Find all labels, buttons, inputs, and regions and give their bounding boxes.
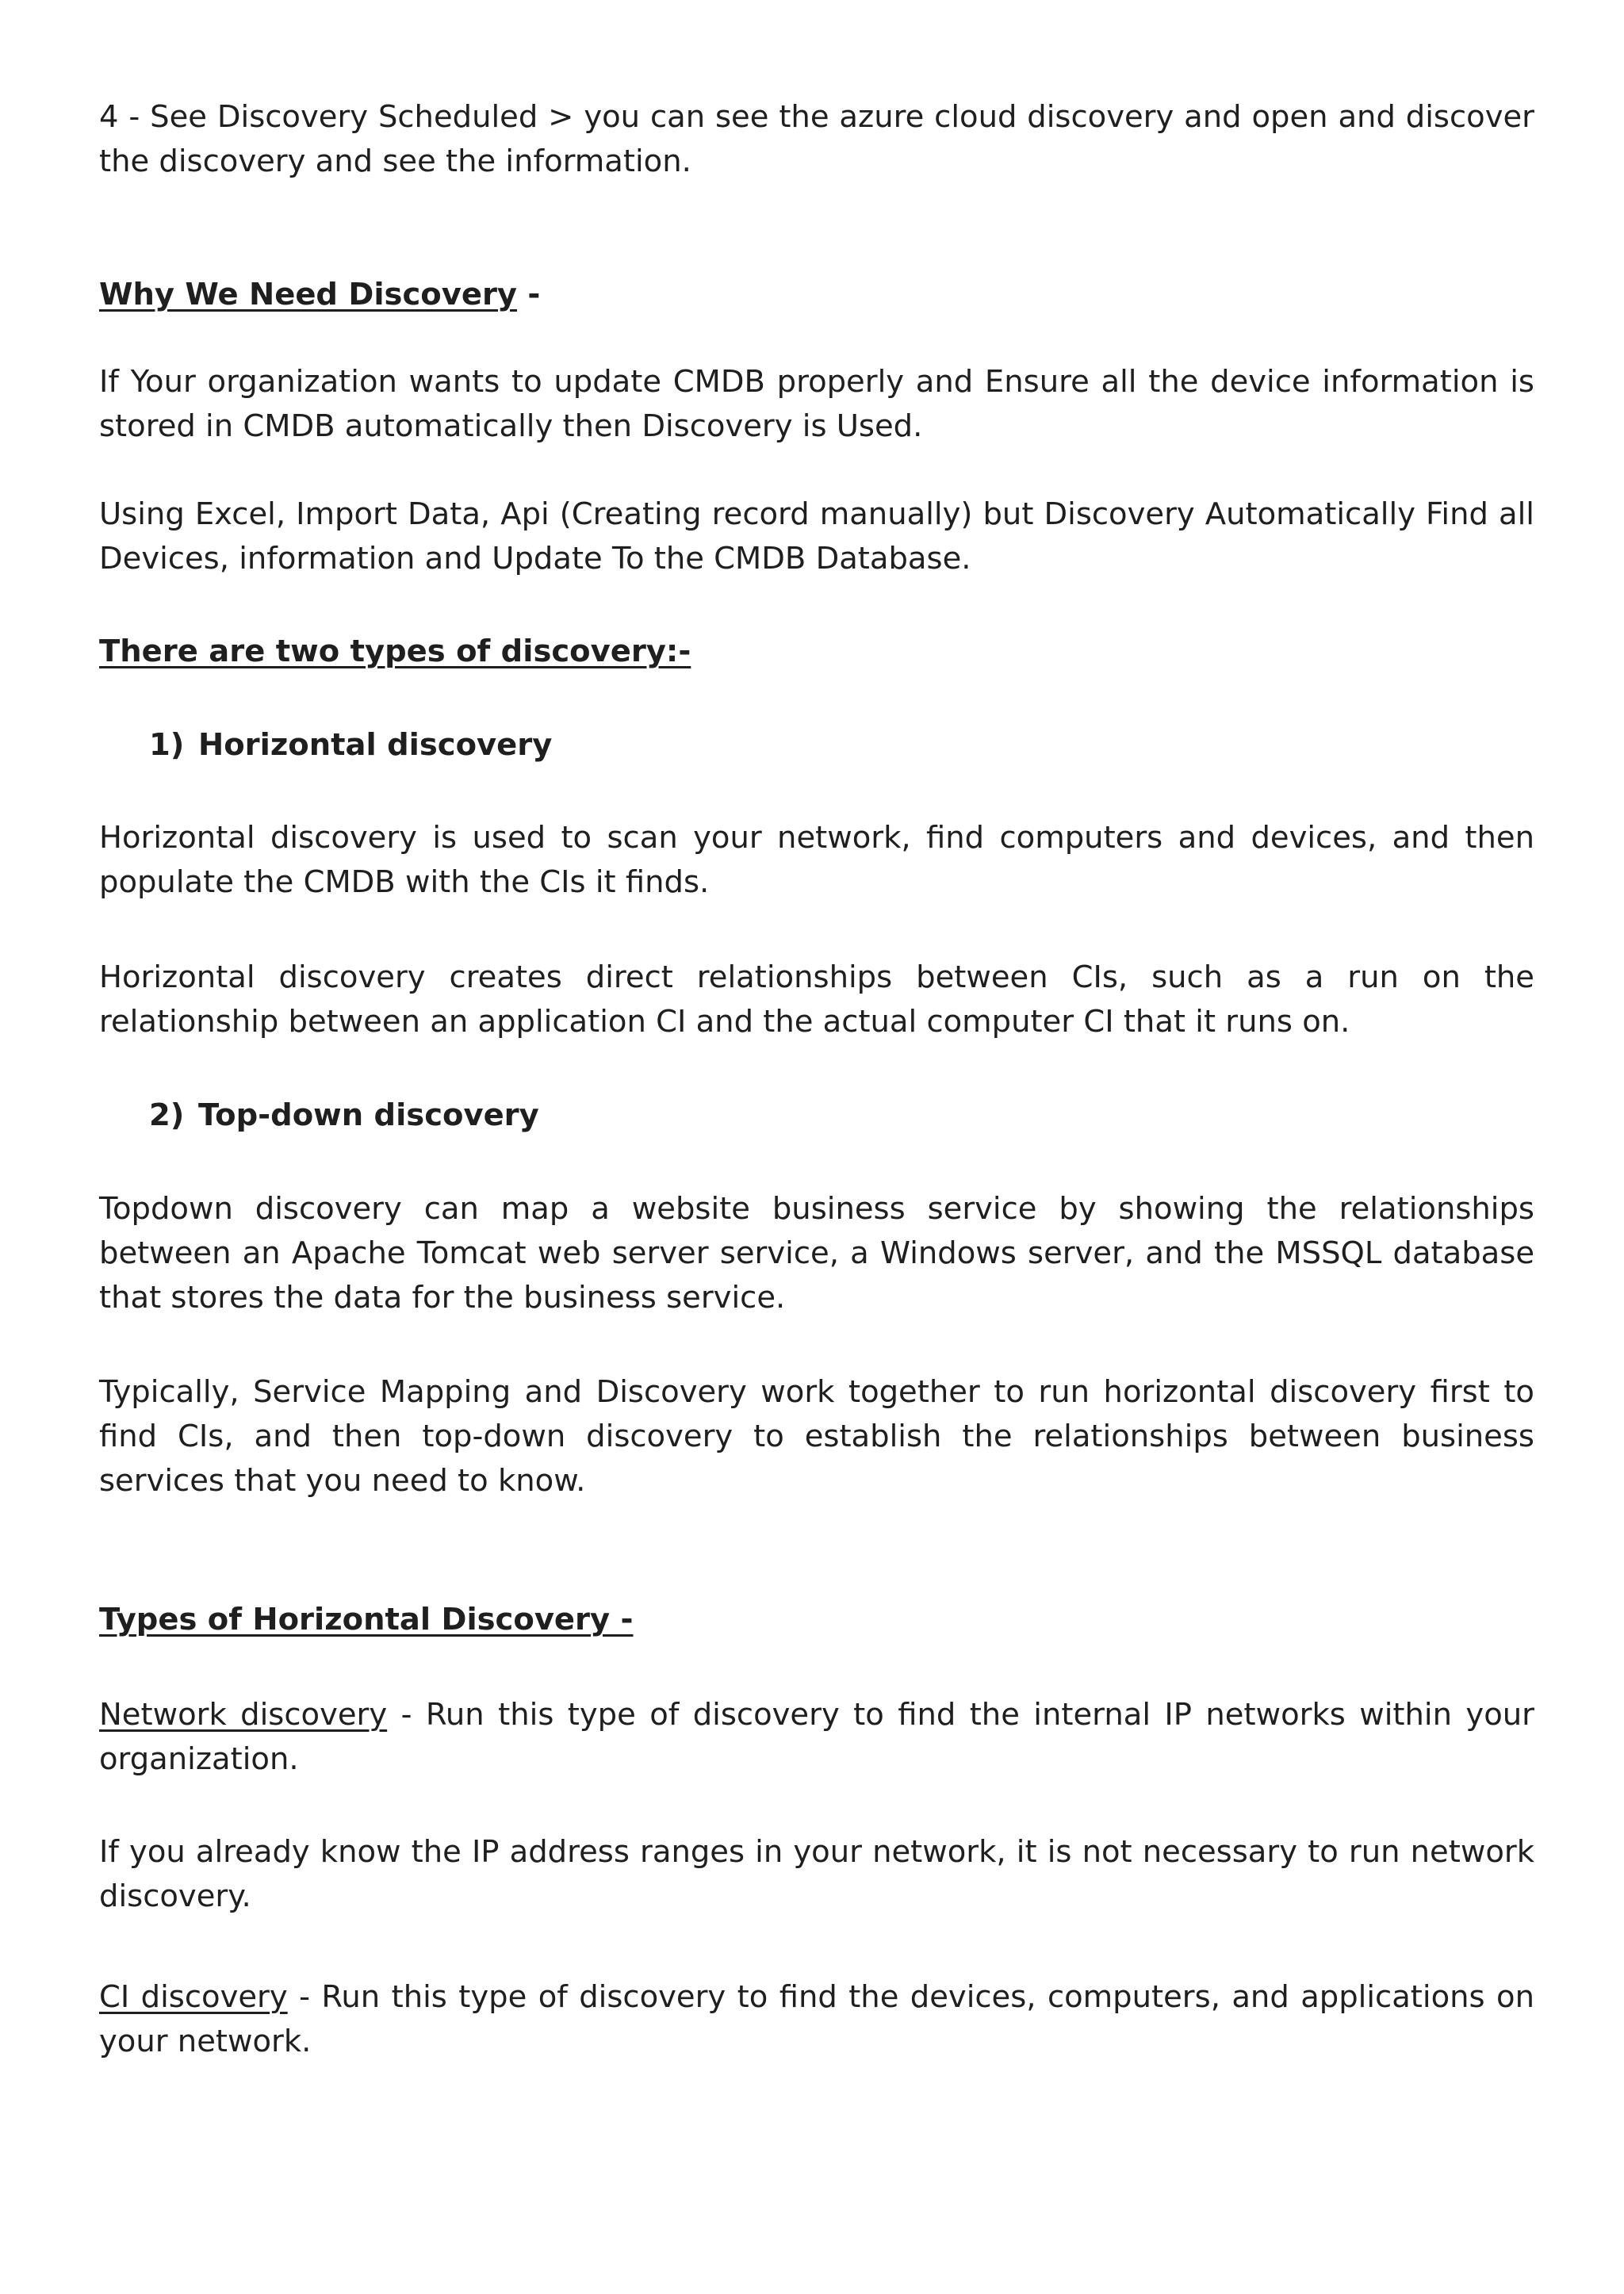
horizontal-discovery-item (149, 723, 552, 768)
topdown-discovery-paragraph-1: Topdown discovery can map a website business service by showing the relationships between an Apache Tomcat web server service, a Windows server, and the MSSQL database that stores the data for the business service. (99, 1191, 1534, 1316)
ci-discovery-description: - Run this type of discovery to find the devices, computers, and applications on your network. (99, 1979, 1534, 2059)
horizontal-types-heading-text: Types of Horizontal Discovery - (99, 1602, 634, 1637)
topdown-discovery-item (149, 1093, 539, 1138)
network-discovery-term: Network discovery (99, 1697, 388, 1733)
network-discovery-description: - Run this type of discovery to find the internal IP networks within your organization. (99, 1697, 1534, 1777)
topdown-discovery-number: 2) (149, 1097, 185, 1133)
topdown-discovery-title: Top-down discovery (198, 1097, 539, 1133)
topdown-discovery-paragraph-2: Typically, Service Mapping and Discovery work together to run horizontal discovery first to find CIs, and then top-down discovery to establish the relationships between business services that you need to know. (99, 1374, 1534, 1499)
why-discovery-paragraph-1: If Your organization wants to update CMDB properly and Ensure all the device information is stored in CMDB automatically then Discovery is Used. (99, 364, 1534, 444)
why-discovery-heading-suffix: - (517, 277, 541, 312)
step-4-paragraph: 4 - See Discovery Scheduled > you can see the azure cloud discovery and open and discover the discovery and see the information. (99, 99, 1534, 179)
ci-discovery-paragraph (99, 1975, 1534, 2064)
horizontal-discovery-paragraph-2: Horizontal discovery creates direct relationships between CIs, such as a run on the relationship between an application CI and the actual computer CI that it runs on. (99, 959, 1534, 1040)
discovery-types-heading-text: There are two types of discovery:- (99, 634, 691, 669)
network-discovery-paragraph-2: If you already know the IP address ranges in your network, it is not necessary to run network discovery. (99, 1834, 1534, 1914)
horizontal-types-heading (99, 1598, 1534, 1642)
horizontal-discovery-paragraph-1: Horizontal discovery is used to scan your network, find computers and devices, and then populate the CMDB with the CIs it finds. (99, 820, 1534, 900)
why-discovery-paragraph-2: Using Excel, Import Data, Api (Creating record manually) but Discovery Automatically Find all Devices, information and Update To the CMDB Database. (99, 496, 1534, 576)
horizontal-discovery-title: Horizontal discovery (198, 727, 553, 763)
why-discovery-heading-text: Why We Need Discovery (99, 277, 518, 312)
network-discovery-paragraph (99, 1693, 1534, 1782)
ci-discovery-term: CI discovery (99, 1979, 288, 2015)
horizontal-discovery-number: 1) (149, 727, 185, 763)
why-discovery-heading (99, 273, 1534, 317)
discovery-types-heading (99, 630, 1534, 674)
